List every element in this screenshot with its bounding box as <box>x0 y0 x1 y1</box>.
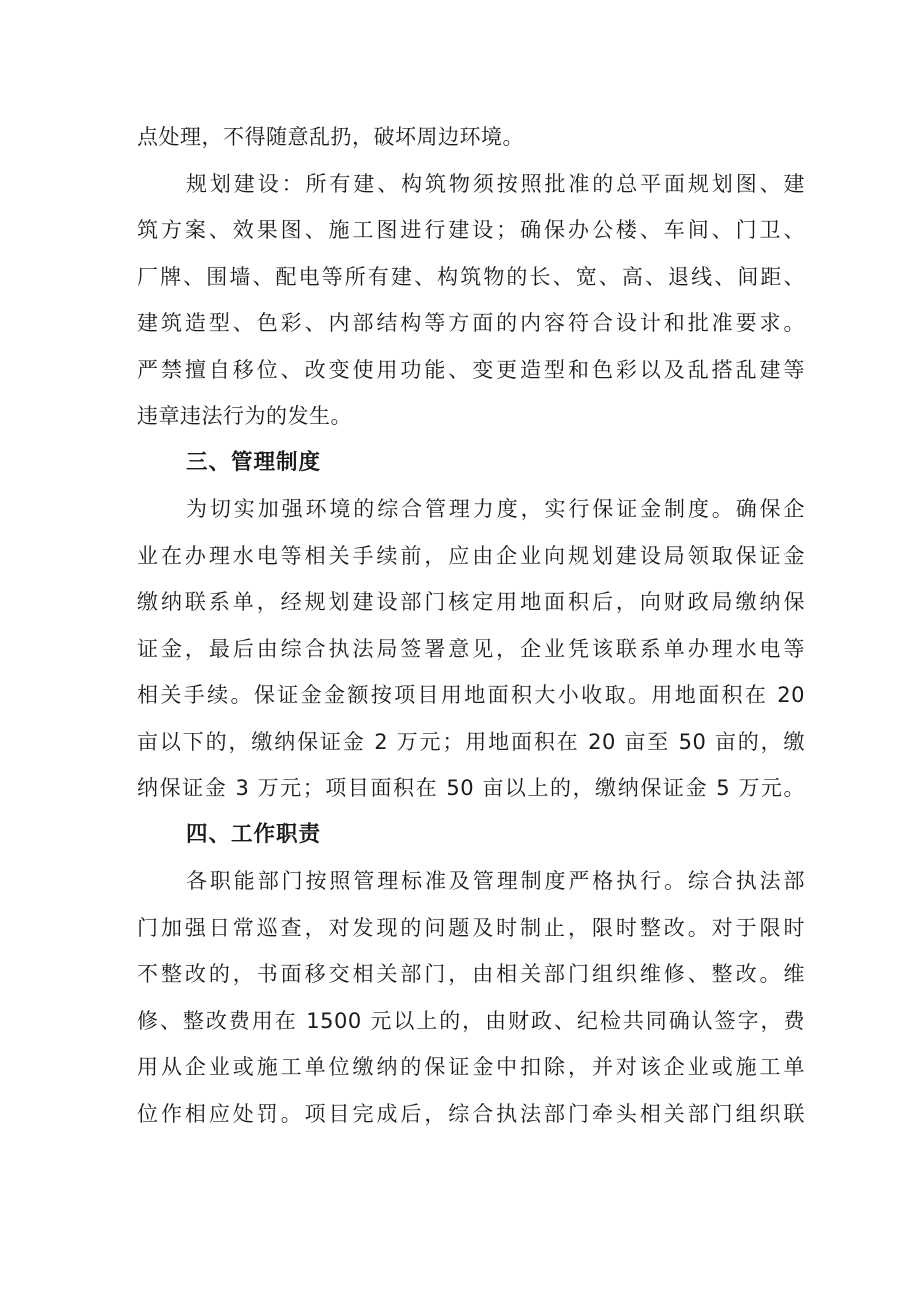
text-line: 为切实加强环境的综合管理力度，实行保证金制度。确保企 <box>186 497 805 521</box>
text-line: 建筑造型、色彩、内部结构等方面的内容符合设计和批准要求。 <box>137 311 805 335</box>
text-line: 不整改的，书面移交相关部门，由相关部门组织维修、整改。维 <box>137 962 805 986</box>
text-line: 相关手续。保证金金额按项目用地面积大小收取。用地面积在 20 <box>137 683 805 707</box>
paragraph-intro <box>137 114 805 161</box>
text-line: 修、整改费用在 1500 元以上的，由财政、纪检共同确认签字，费 <box>137 1008 805 1033</box>
text-line: 规划建设：所有建、构筑物须按照批准的总平面规划图、建 <box>186 171 805 196</box>
text-line: 门加强日常巡查，对发现的问题及时制止，限时整改。对于限时 <box>137 915 805 940</box>
text-line: 纳保证金 3 万元；项目面积在 50 亩以上的，缴纳保证金 5 万元。 <box>137 776 805 800</box>
paragraph-management <box>137 486 805 812</box>
text-line: 违章违法行为的发生。 <box>137 404 352 428</box>
section-heading-management: 三、管理制度 <box>186 449 322 475</box>
paragraph-duties <box>137 858 805 1137</box>
text-line: 各职能部门按照管理标准及管理制度严格执行。综合执法部 <box>186 869 805 893</box>
text-line: 位作相应处罚。项目完成后，综合执法部门牵头相关部门组织联 <box>137 1101 805 1126</box>
document-body <box>137 114 805 1137</box>
text-line: 亩以下的，缴纳保证金 2 万元；用地面积在 20 亩至 50 亩的，缴 <box>137 729 805 754</box>
text-line: 用从企业或施工单位缴纳的保证金中扣除，并对该企业或施工单 <box>137 1055 805 1079</box>
paragraph-planning <box>137 161 805 440</box>
text-line: 证金，最后由综合执法局签署意见，企业凭该联系单办理水电等 <box>137 636 805 661</box>
text-line: 严禁擅自移位、改变使用功能、变更造型和色彩以及乱搭乱建等 <box>137 357 805 382</box>
text-line: 缴纳联系单，经规划建设部门核定用地面积后，向财政局缴纳保 <box>137 590 805 614</box>
text-line: 业在办理水电等相关手续前，应由企业向规划建设局领取保证金 <box>137 543 805 568</box>
text-line: 点处理，不得随意乱扔，破坏周边环境。 <box>137 125 524 149</box>
text-line: 厂牌、围墙、配电等所有建、构筑物的长、宽、高、退线、间距、 <box>137 264 805 289</box>
text-line: 筑方案、效果图、施工图进行建设；确保办公楼、车间、门卫、 <box>137 218 805 242</box>
section-heading-duties: 四、工作职责 <box>186 821 322 847</box>
